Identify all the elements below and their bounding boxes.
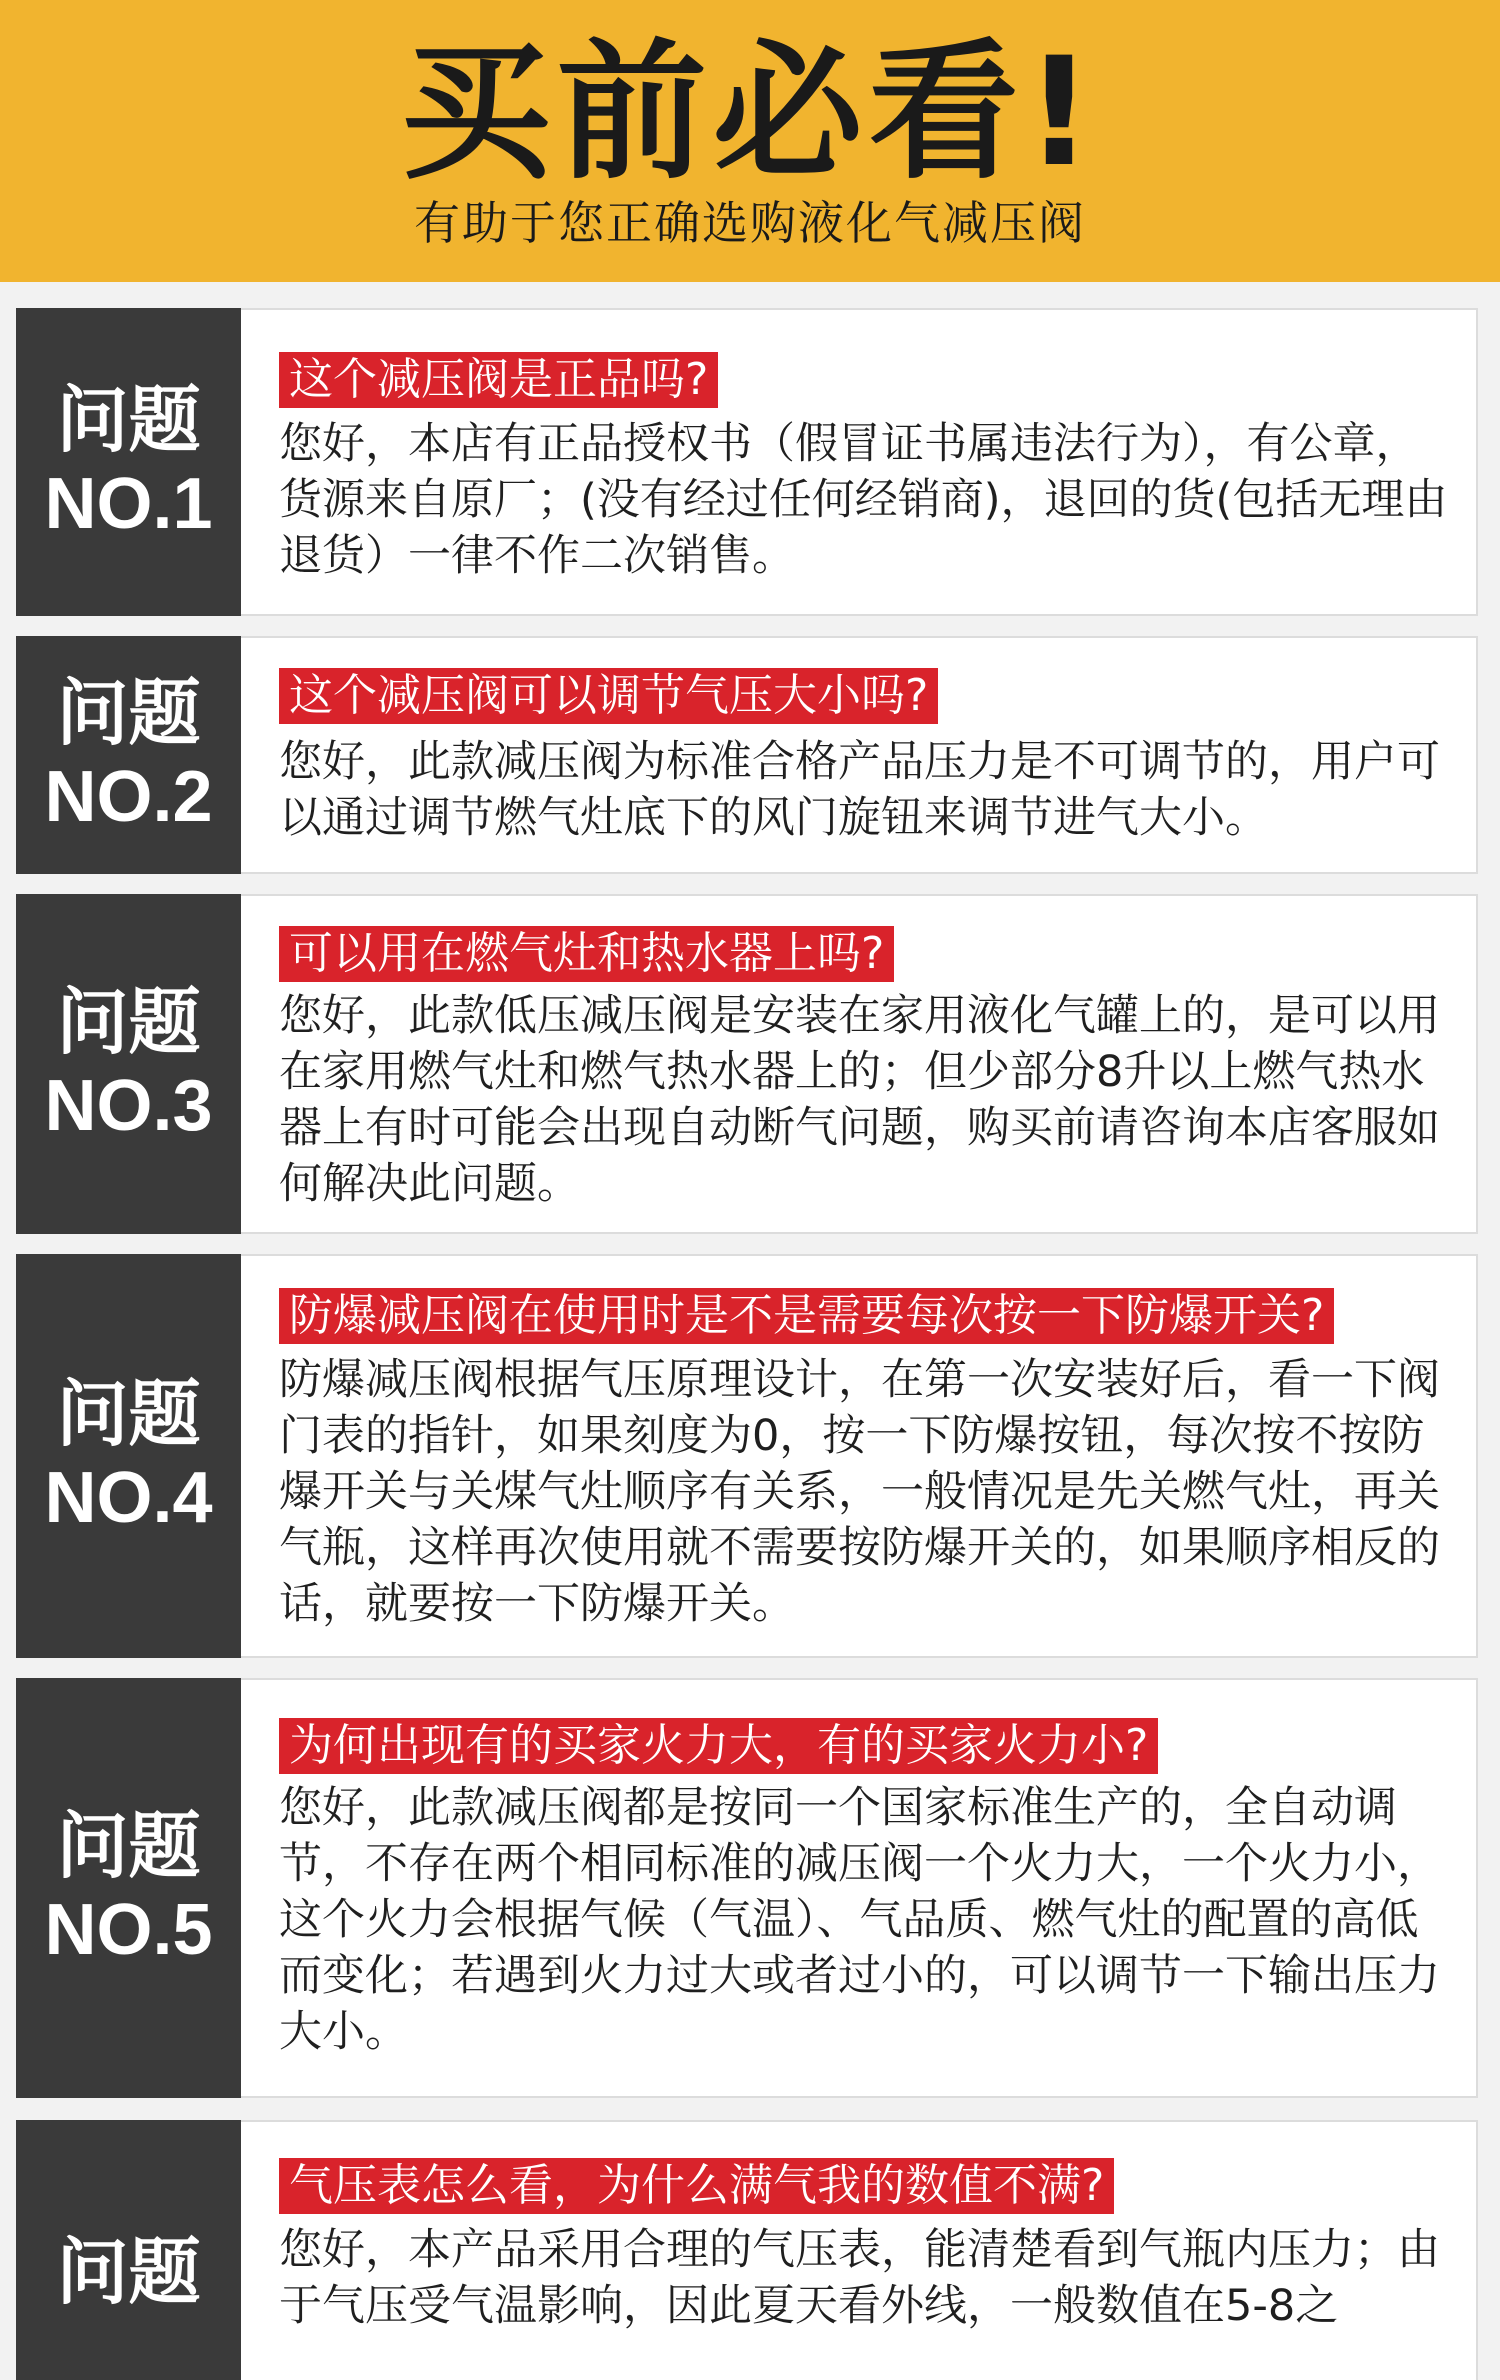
faq-label: 问题 [56,378,201,462]
faq-card-6 [16,2120,1478,2380]
faq-number-panel [16,636,241,874]
faq-answer: 防爆减压阀根据气压原理设计，在第一次安装好后，看一下阀门表的指针，如果刻度为0，按一下防爆按钮，每次按不按防爆开关与关煤气灶顺序有关系，一般情况是先关燃气灶，再关气瓶，这样再次使用就不需要按防爆开关的，如果顺序相反的话，就要按一下防爆开关。 [279,1355,1440,1629]
faq-number: NO.2 [44,757,213,837]
faq-card-5 [16,1678,1478,2098]
faq-question: 这个减压阀可以调节气压大小吗? [279,668,938,724]
faq-number: NO.4 [44,1458,213,1538]
faq-card-3 [16,894,1478,1234]
faq-number-panel [16,2120,241,2380]
faq-content [241,1254,1478,1658]
faq-number-panel [16,1678,241,2098]
faq-content [241,2120,1478,2380]
faq-content [241,894,1478,1234]
page-subtitle: 有助于您正确选购液化气减压阀 [414,196,1086,250]
faq-answer: 您好，此款低压减压阀是安装在家用液化气罐上的，是可以用在家用燃气灶和燃气热水器上的；但少部分8升以上燃气热水器上有时可能会出现自动断气问题，购买前请咨询本店客服如何解决此问题。 [279,991,1440,1209]
faq-number-panel [16,1254,241,1658]
faq-label: 问题 [56,1372,201,1456]
faq-question: 可以用在燃气灶和热水器上吗? [279,926,894,982]
faq-number: NO.5 [44,1890,213,1970]
faq-number: NO.1 [44,464,213,544]
faq-card-2 [16,636,1478,874]
faq-answer: 您好，本产品采用合理的气压表，能清楚看到气瓶内压力；由于气压受气温影响，因此夏天看外线，一般数值在5-8之 [279,2225,1440,2331]
faq-question: 为何出现有的买家火力大，有的买家火力小? [279,1718,1158,1774]
faq-question: 防爆减压阀在使用时是不是需要每次按一下防爆开关? [279,1288,1334,1344]
faq-label: 问题 [56,1804,201,1888]
faq-label: 问题 [56,671,201,755]
faq-card-4 [16,1254,1478,1658]
faq-content [241,1678,1478,2098]
faq-content [241,636,1478,874]
faq-answer: 您好，此款减压阀为标准合格产品压力是不可调节的，用户可以通过调节燃气灶底下的风门旋钮来调节进气大小。 [279,737,1440,843]
faq-number: NO.3 [44,1066,213,1146]
faq-number-panel [16,894,241,1234]
faq-content [241,308,1478,616]
page-title: 买前必看! [400,26,1100,200]
faq-label: 问题 [56,2230,201,2314]
faq-question: 这个减压阀是正品吗? [279,352,718,408]
faq-number-panel [16,308,241,616]
faq-label: 问题 [56,980,201,1064]
faq-answer: 您好，本店有正品授权书（假冒证书属违法行为），有公章，货源来自原厂；(没有经过任何经销商)，退回的货(包括无理由退货）一律不作二次销售。 [279,419,1448,581]
faq-answer: 您好，此款减压阀都是按同一个国家标准生产的，全自动调节，不存在两个相同标准的减压阀一个火力大，一个火力小，这个火力会根据气候（气温）、气品质、燃气灶的配置的高低而变化；若遇到火力过大或者过小的，可以调节一下输出压力大小。 [279,1783,1440,2057]
faq-card-1 [16,308,1478,616]
faq-question: 气压表怎么看，为什么满气我的数值不满? [279,2158,1114,2214]
header-banner [0,0,1500,282]
